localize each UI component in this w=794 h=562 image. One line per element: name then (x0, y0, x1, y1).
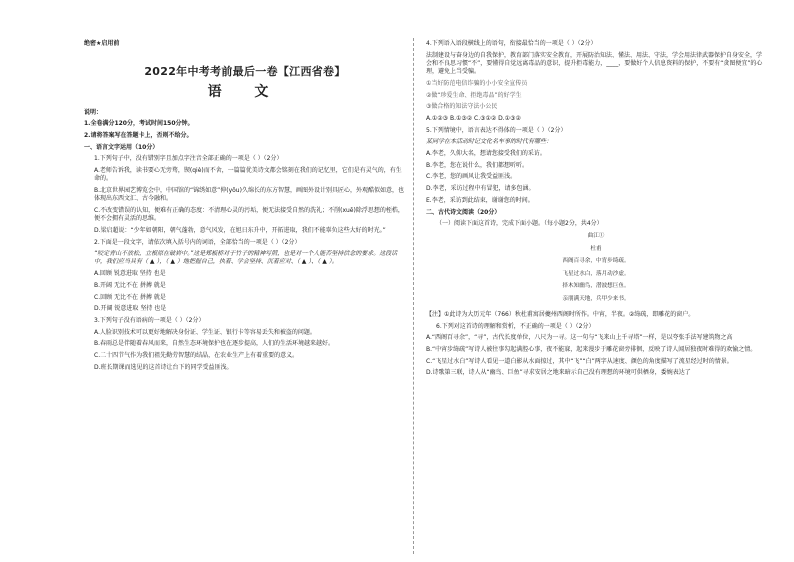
q2-option-d: D.开阔 锐意进取 坚持 也是 (94, 305, 167, 313)
q6-option-c: C.“飞星过水白”写诗人看见一道白影从水面掠过，其中“飞”“白”两字从速度、颜色的角度描写了流星经过时的情景。 (426, 357, 733, 365)
subject-title: 语 文 (207, 84, 283, 101)
question-4: 4.下列语入语段横线上的语句，衔接最恰当的一项是（ ）（2分） (426, 40, 597, 47)
exam-title: 2022年中考考前最后一卷【江西省卷】 (144, 65, 346, 79)
subsection-1-heading: （一）阅读下面这首诗，完成下面小题。（每小题2分，共4分） (436, 220, 603, 228)
q3-option-d: D.班长期课而选见的这首诗让台下的同学受益匪浅。 (94, 363, 233, 371)
question-1: 1.下列句子中，没有错别字且加点字注音全部正确的一项是（ ）（2分） (94, 155, 283, 163)
section-1-heading: 一、语言文字运用（10分） (84, 143, 159, 151)
q5-option-e: E.李老，采访到此结束，谢谢您的时间。 (426, 196, 534, 204)
poem (426, 232, 766, 303)
q6-option-b: B.“中宵步绮疏”写诗人被往事勾起满腔心事，夜不能寐，起来漫步于雕花窗旁徘徊，反映了诗人闻居独夜时难得的欢愉之情。 (426, 346, 757, 354)
q6-option-a: A.“西阁百寻余”，“寻”，古代长度单位，八尺为一寻。这一句与“飞来山上千寻塔”一样，是以夸张手法写建筑物之高 (426, 334, 733, 342)
q1-option-d: D.梁启超说：“少年如朝阳，朝气蓬勃，意气风发，在旭日东升中，开拓进取，我们不能辜负这些大好的时光。” (94, 226, 386, 234)
secret-label: 绝密★启用前 (84, 40, 120, 47)
q3-option-b: B.春雨总是伴随着春风而来，自然生态环境保护也在逐步提高，人们的生活环境越来越好。 (94, 340, 335, 348)
poem-author: 杜甫 (590, 245, 602, 252)
q4-passage: 法制建设与奋身边的自我保护，教育部门落实安全教育，开展防治知法、懂法、用法、守法，学会用法律武器保护自身安全，学会和不良思习惯“不”，要懂得自觉远离毒品的意识，提升拒毒能力，____，要做好个人信息资料的保护，不要有“贪图便宜”的心理，避免上当受骗。 (426, 51, 763, 76)
q5-option-a: A.李老，久仰大名，想请您接受我们的采访。 (426, 150, 546, 158)
q4-item-3: ③做合格的知法守法小公民 (426, 103, 498, 111)
note-1: 1.全卷满分120分，考试时间150分钟。 (84, 120, 194, 128)
q1-option-c: C.不改变错误的认知，便难有正确的态度：不清理心灵的污垢，便无法接受自然的洗礼；不削(xuē)除浮思想的桎梏，便不会拥有灵活的思维。 (94, 206, 404, 223)
q2-passage: “咬定青山不放松，立根原在破岩中。”这是郑板桥对于竹子的精神写照，也是对一个人能否坚持信念的要求。这段话中，我们应当具有（ ▲ ），（ ▲ ）地把握自己，执着、学会坚持、沉着应对、（ ▲ ）、（ ▲ ）。 (94, 250, 398, 266)
q4-item-1: ①当好防范电信诈骗的小小安全宣传员 (426, 79, 528, 87)
q3-option-c: C.二十四节气作为我们祖先勤劳智慧的结晶，在农业生产上有着重要的意义。 (94, 352, 299, 360)
left-column (84, 40, 406, 375)
q1-option-a: A.老师告诉我，读书要心无旁骛，锲(qiè)而不舍，一篇篇优美诗文都会铭刻在我们的记忆里，它们是有灵气的，有生命的。 (94, 167, 402, 183)
question-3: 3.下列句子没有语病的一项是（ ）（2分） (94, 316, 205, 324)
poem-line-4: 亲朋满天地，兵甲少来书。 (562, 295, 630, 302)
poem-line-3: 择木知幽鸟，潜波想巨鱼。 (562, 283, 630, 290)
poem-line-2: 飞星过水白，落月动沙虚。 (562, 270, 630, 277)
notes-heading: 说明： (84, 108, 103, 116)
right-column (426, 40, 766, 381)
column-divider (413, 38, 414, 554)
question-2: 2.下面是一段文字，请依次填入括号内的词语，全部恰当的一项是（ ）（2分） (94, 238, 301, 246)
q1-option-b: B.北京世界园艺博览会中，中国馆的“锦绣如意”伸(yōu)久绵长的东方智慧，画图外设计别具匠心，外观酷似如意，也体现出东西文汇、古今融和。 (94, 187, 404, 203)
q6-option-d: D.诗歌第三联，诗人从“幽鸟、巨鱼”寻求安居之地来暗示自己没有理想的环境可供栖身，委婉表达了 (426, 369, 691, 377)
q2-option-c: C.回顾 无比不在 拼搏 就是 (94, 293, 166, 301)
poem-line-1: 西阁百寻余，中宵步绮疏。 (562, 258, 630, 265)
note-2: 2.请将答案写在答题卡上，否则不给分。 (84, 132, 193, 140)
q4-options: A.①②③ B.①③② C.③①② D.①③② (426, 114, 521, 122)
section-2-heading: 二、古代诗文阅读（20分） (426, 208, 501, 216)
q2-option-b: B.开阔 无比不在 拼搏 就是 (94, 281, 166, 289)
q5-option-d: D.李老，采访过程中有冒犯，请多包涵。 (426, 185, 535, 193)
q2-option-a: A.回顾 锐意进取 坚持 也是 (94, 270, 166, 278)
question-6: 6.下列对这首诗的理解和赏析，不正确的一项是（ ）（2分） (436, 322, 595, 330)
q3-option-a: A.人脸识别技术可以更好地解决身份证、学生证、银行卡等容易丢失和被盗的问题。 (94, 328, 316, 336)
q5-option-b: B.李老，您在说什么，我们都想听听。 (426, 161, 529, 169)
question-5: 5.下列情境中，语言表达不得体的一项是（ ）（2分） (426, 126, 567, 134)
q5-option-c: C.李老，您的画风让我受益匪浅。 (426, 173, 517, 181)
poem-note: 【注】①此诗为大历元年（766）秋杜甫寓居夔州西阁时所作。中宵，半夜。②绮疏，即雕花的窗户。 (426, 310, 695, 318)
q5-context: 某同学在本活动时记文化名车事的时代有哪些： (426, 138, 553, 146)
poem-title: 曲江① (587, 233, 605, 240)
q4-item-2: ②做“珍爱生命、拒绝毒品”的好学生 (426, 91, 522, 99)
